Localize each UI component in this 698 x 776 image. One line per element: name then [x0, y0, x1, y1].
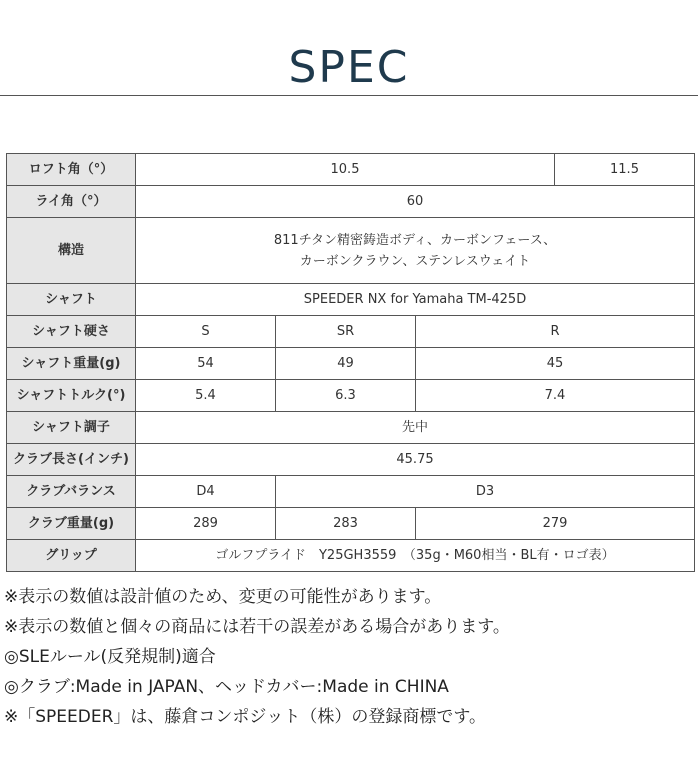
- spec-value: 279: [416, 508, 695, 540]
- spec-value: [136, 218, 695, 284]
- spec-row-loft: [7, 154, 695, 186]
- spec-row-club-weight: [7, 508, 695, 540]
- spec-value: 7.4: [416, 380, 695, 412]
- spec-row-kick-point: [7, 412, 695, 444]
- note-line: ※表示の数値と個々の商品には若干の誤差がある場合があります。: [4, 617, 510, 637]
- note-line: ※「SPEEDER」は、藤倉コンポジット（株）の登録商標です。: [4, 707, 487, 727]
- spec-row-construction: [7, 218, 695, 284]
- title-divider: [0, 95, 698, 96]
- spec-row-flex: [7, 316, 695, 348]
- notes-section: [4, 582, 694, 732]
- construction-line-2: カーボンクラウン、ステンレスウェイト: [299, 253, 531, 269]
- spec-value: SPEEDER NX for Yamaha TM-425D: [136, 284, 695, 316]
- spec-row-shaft: [7, 284, 695, 316]
- spec-row-shaft-weight: [7, 348, 695, 380]
- spec-value: 49: [276, 348, 416, 380]
- spec-row-length: [7, 444, 695, 476]
- spec-value: 10.5: [136, 154, 555, 186]
- spec-value: 6.3: [276, 380, 416, 412]
- spec-value: ゴルフプライド Y25GH3559 （35g・M60相当・BL有・ロゴ表）: [136, 540, 695, 572]
- spec-label: シャフト調子: [7, 412, 136, 444]
- spec-label: シャフト硬さ: [7, 316, 136, 348]
- spec-label: シャフトトルク(°): [7, 380, 136, 412]
- spec-value: 45.75: [136, 444, 695, 476]
- spec-value: 289: [136, 508, 276, 540]
- spec-value: 283: [276, 508, 416, 540]
- spec-value: 5.4: [136, 380, 276, 412]
- spec-label: クラブ重量(g): [7, 508, 136, 540]
- spec-value: D4: [136, 476, 276, 508]
- spec-row-grip: [7, 540, 695, 572]
- spec-value: 11.5: [555, 154, 695, 186]
- spec-value: 54: [136, 348, 276, 380]
- spec-label: クラブバランス: [7, 476, 136, 508]
- spec-value: SR: [276, 316, 416, 348]
- spec-label: 構造: [7, 218, 136, 284]
- spec-value: D3: [276, 476, 695, 508]
- spec-value: S: [136, 316, 276, 348]
- spec-value: 先中: [136, 412, 695, 444]
- spec-value: R: [416, 316, 695, 348]
- spec-value: 45: [416, 348, 695, 380]
- page-title: SPEC: [288, 42, 410, 93]
- spec-value: 60: [136, 186, 695, 218]
- note-line: ◎クラブ:Made in JAPAN、ヘッドカバー:Made in CHINA: [4, 677, 449, 697]
- spec-row-balance: [7, 476, 695, 508]
- spec-label: シャフト: [7, 284, 136, 316]
- spec-label: ライ角（°）: [7, 186, 136, 218]
- spec-row-torque: [7, 380, 695, 412]
- construction-line-1: 811チタン精密鋳造ボディ、カーボンフェース、: [273, 232, 557, 248]
- spec-label: クラブ長さ(インチ): [7, 444, 136, 476]
- note-line: ※表示の数値は設計値のため、変更の可能性があります。: [4, 587, 442, 607]
- spec-row-lie: [7, 186, 695, 218]
- spec-label: ロフト角（°）: [7, 154, 136, 186]
- spec-label: シャフト重量(g): [7, 348, 136, 380]
- spec-table: [6, 153, 695, 572]
- spec-label: グリップ: [7, 540, 136, 572]
- note-line: ◎SLEルール(反発規制)適合: [4, 647, 216, 667]
